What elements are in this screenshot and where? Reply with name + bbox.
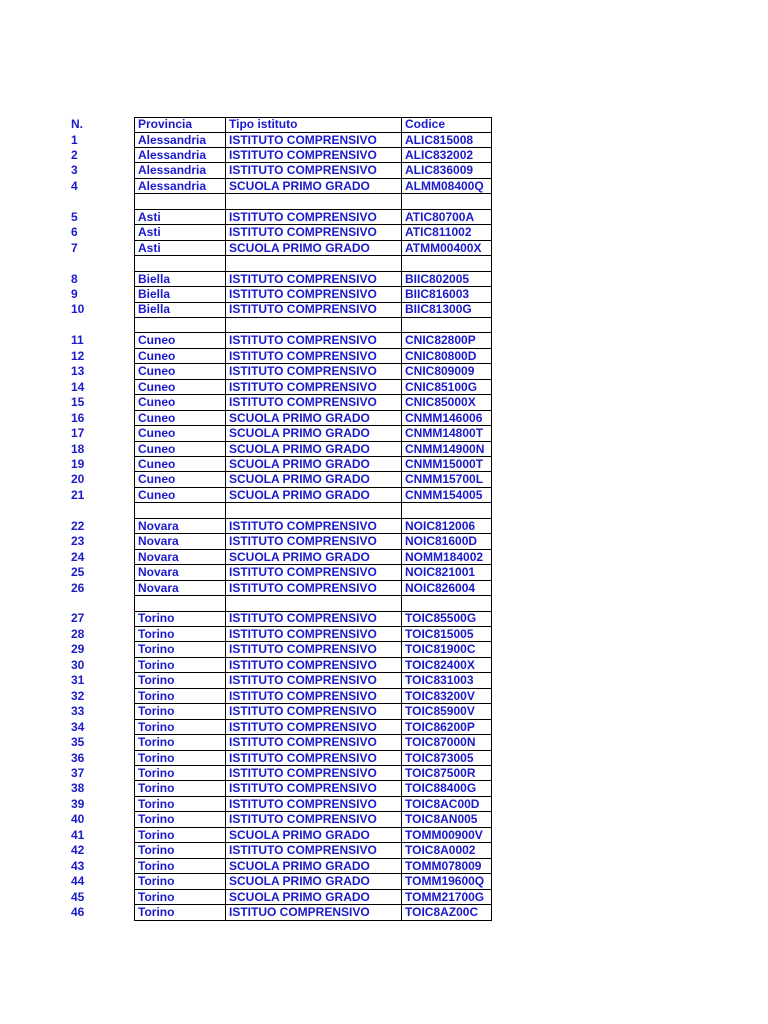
table-row [0,905,768,921]
cell-tipo-istituto [225,318,401,334]
cell-codice: CNMM154005 [401,488,492,504]
table-row [0,333,768,349]
cell-provincia: Alessandria [134,179,225,195]
row-number: 1 [71,132,78,147]
row-number: 36 [71,750,85,765]
cell-codice: BIIC802005 [401,272,492,288]
row-number: 3 [71,163,78,178]
cell-codice: TOIC82400X [401,658,492,674]
row-number: 13 [71,364,85,379]
cell-provincia [134,318,225,334]
cell-provincia: Cuneo [134,364,225,380]
cell-codice: CNMM15000T [401,457,492,473]
cell-codice: BIIC816003 [401,287,492,303]
cell-codice [401,503,492,519]
cell-codice [401,256,492,272]
cell-provincia: Torino [134,781,225,797]
row-number: 16 [71,410,85,425]
row-number: 2 [71,147,78,162]
table-spacer-row [0,503,768,519]
table-row [0,287,768,303]
cell-provincia: Torino [134,611,225,627]
cell-provincia: Alessandria [134,148,225,164]
row-number: 42 [71,843,85,858]
cell-provincia: Torino [134,720,225,736]
table-row [0,735,768,751]
row-number: 41 [71,827,85,842]
row-number [71,256,133,272]
row-number: 46 [71,905,85,919]
cell-provincia: Torino [134,689,225,705]
cell-codice: CNMM15700L [401,472,492,488]
row-number: 44 [71,874,85,889]
cell-provincia: Biella [134,272,225,288]
cell-codice: BIIC81300G [401,302,492,318]
cell-tipo-istituto: ISTITUTO COMPRENSIVO [225,627,401,643]
table-row [0,781,768,797]
cell-provincia: Torino [134,673,225,689]
cell-tipo-istituto [225,256,401,272]
cell-codice: NOIC812006 [401,519,492,535]
table-row [0,349,768,365]
cell-tipo-istituto: ISTITUTO COMPRENSIVO [225,302,401,318]
cell-codice: NOIC81600D [401,534,492,550]
cell-tipo-istituto: ISTITUTO COMPRENSIVO [225,163,401,179]
cell-codice: CNIC82800P [401,333,492,349]
table-row [0,673,768,689]
table-row [0,828,768,844]
table-row [0,581,768,597]
row-number: 10 [71,302,85,317]
row-number: 35 [71,735,85,750]
table-row [0,704,768,720]
table-row [0,534,768,550]
cell-codice: TOMM00900V [401,828,492,844]
table-row [0,689,768,705]
cell-codice: TOIC8AC00D [401,797,492,813]
table-row [0,627,768,643]
table-row [0,812,768,828]
cell-tipo-istituto: ISTITUTO COMPRENSIVO [225,519,401,535]
cell-provincia: Asti [134,241,225,257]
cell-tipo-istituto: ISTITUTO COMPRENSIVO [225,781,401,797]
cell-codice [401,194,492,210]
cell-tipo-istituto: SCUOLA PRIMO GRADO [225,442,401,458]
cell-tipo-istituto: ISTITUTO COMPRENSIVO [225,704,401,720]
cell-tipo-istituto: ISTITUTO COMPRENSIVO [225,843,401,859]
cell-codice: TOIC85900V [401,704,492,720]
cell-tipo-istituto: ISTITUTO COMPRENSIVO [225,658,401,674]
row-number: 4 [71,178,78,193]
table-spacer-row [0,256,768,272]
cell-provincia: Novara [134,565,225,581]
cell-tipo-istituto: ISTITUTO COMPRENSIVO [225,534,401,550]
cell-tipo-istituto: ISTITUTO COMPRENSIVO [225,797,401,813]
cell-codice: ALMM08400Q [401,179,492,195]
table-row [0,472,768,488]
table-row [0,751,768,767]
row-number: 7 [71,240,78,255]
table-row [0,426,768,442]
cell-codice: ALIC836009 [401,163,492,179]
row-number [71,194,133,210]
cell-tipo-istituto: ISTITUTO COMPRENSIVO [225,225,401,241]
cell-codice: TOIC87500R [401,766,492,782]
cell-codice: ALIC815008 [401,133,492,149]
table-row [0,550,768,566]
table-row [0,133,768,149]
cell-codice: CNMM14900N [401,442,492,458]
row-number: 5 [71,209,78,224]
cell-provincia: Torino [134,890,225,906]
cell-tipo-istituto: SCUOLA PRIMO GRADO [225,828,401,844]
row-number: 9 [71,287,78,301]
cell-provincia: Torino [134,874,225,890]
table-row [0,380,768,396]
row-number: 32 [71,688,85,703]
row-number: 8 [71,271,78,286]
header-codice: Codice [401,117,492,133]
cell-tipo-istituto: SCUOLA PRIMO GRADO [225,550,401,566]
row-number: 34 [71,719,85,734]
cell-provincia: Torino [134,797,225,813]
table-row [0,457,768,473]
table-row [0,565,768,581]
cell-codice: ATIC811002 [401,225,492,241]
cell-provincia: Torino [134,843,225,859]
cell-tipo-istituto: SCUOLA PRIMO GRADO [225,241,401,257]
cell-provincia: Cuneo [134,349,225,365]
table-row [0,611,768,627]
cell-codice: TOMM19600Q [401,874,492,890]
table-row [0,163,768,179]
cell-codice: NOIC826004 [401,581,492,597]
cell-provincia: Cuneo [134,380,225,396]
cell-tipo-istituto: ISTITUTO COMPRENSIVO [225,673,401,689]
cell-tipo-istituto: ISTITUTO COMPRENSIVO [225,611,401,627]
row-number: 27 [71,611,85,626]
table-spacer-row [0,318,768,334]
row-number: 31 [71,673,85,688]
cell-tipo-istituto: SCUOLA PRIMO GRADO [225,457,401,473]
row-number [71,318,133,334]
row-number: 43 [71,858,85,873]
cell-tipo-istituto: ISTITUTO COMPRENSIVO [225,395,401,411]
row-number: 6 [71,225,78,240]
cell-tipo-istituto: SCUOLA PRIMO GRADO [225,179,401,195]
cell-provincia: Torino [134,735,225,751]
cell-tipo-istituto [225,596,401,612]
cell-tipo-istituto: SCUOLA PRIMO GRADO [225,426,401,442]
header-num: N. [71,117,83,131]
cell-tipo-istituto: ISTITUTO COMPRENSIVO [225,642,401,658]
row-number: 26 [71,580,85,595]
cell-tipo-istituto: ISTITUTO COMPRENSIVO [225,287,401,303]
cell-tipo-istituto: SCUOLA PRIMO GRADO [225,488,401,504]
table-row [0,302,768,318]
cell-codice: TOIC831003 [401,673,492,689]
cell-provincia: Cuneo [134,442,225,458]
row-number: 12 [71,348,85,363]
table-header-row [0,117,768,133]
table-row [0,488,768,504]
row-number: 40 [71,812,85,827]
cell-provincia: Torino [134,766,225,782]
cell-provincia: Cuneo [134,472,225,488]
cell-codice: TOIC8AN005 [401,812,492,828]
table-row [0,859,768,875]
cell-provincia: Novara [134,550,225,566]
cell-codice: CNIC809009 [401,364,492,380]
cell-provincia: Cuneo [134,488,225,504]
cell-tipo-istituto: ISTITUTO COMPRENSIVO [225,689,401,705]
cell-provincia: Cuneo [134,411,225,427]
cell-tipo-istituto: ISTITUTO COMPRENSIVO [225,133,401,149]
cell-provincia [134,194,225,210]
table-row [0,442,768,458]
cell-codice: TOIC86200P [401,720,492,736]
cell-codice [401,596,492,612]
row-number: 38 [71,781,85,796]
row-number: 22 [71,518,85,533]
row-number: 21 [71,487,85,502]
row-number: 18 [71,441,85,456]
cell-codice: TOIC815005 [401,627,492,643]
row-number: 15 [71,395,85,410]
cell-provincia: Torino [134,627,225,643]
cell-provincia: Alessandria [134,133,225,149]
cell-provincia: Novara [134,581,225,597]
cell-codice: CNMM146006 [401,411,492,427]
cell-tipo-istituto [225,503,401,519]
cell-provincia: Novara [134,519,225,535]
table-row [0,395,768,411]
cell-provincia: Torino [134,704,225,720]
table-row [0,411,768,427]
cell-provincia: Cuneo [134,395,225,411]
cell-tipo-istituto: ISTITUTO COMPRENSIVO [225,751,401,767]
row-number: 39 [71,796,85,811]
cell-codice: CNIC80800D [401,349,492,365]
cell-tipo-istituto: SCUOLA PRIMO GRADO [225,472,401,488]
row-number: 19 [71,456,85,471]
cell-tipo-istituto: ISTITUTO COMPRENSIVO [225,333,401,349]
cell-codice [401,318,492,334]
cell-provincia: Biella [134,287,225,303]
row-number: 28 [71,626,85,641]
header-provincia: Provincia [134,117,225,133]
cell-tipo-istituto [225,194,401,210]
table-row [0,179,768,195]
cell-codice: NOMM184002 [401,550,492,566]
cell-tipo-istituto: ISTITUTO COMPRENSIVO [225,272,401,288]
row-number: 11 [71,333,84,348]
table-row [0,720,768,736]
table-row [0,364,768,380]
cell-tipo-istituto: ISTITUTO COMPRENSIVO [225,364,401,380]
table-spacer-row [0,596,768,612]
cell-provincia: Torino [134,658,225,674]
cell-codice: TOIC88400G [401,781,492,797]
cell-codice: ATIC80700A [401,210,492,226]
cell-provincia: Torino [134,859,225,875]
table-row [0,225,768,241]
cell-provincia: Cuneo [134,457,225,473]
cell-tipo-istituto: SCUOLA PRIMO GRADO [225,890,401,906]
row-number: 37 [71,765,85,780]
cell-provincia [134,256,225,272]
cell-codice: TOMM21700G [401,890,492,906]
cell-codice: CNIC85000X [401,395,492,411]
cell-provincia: Asti [134,225,225,241]
cell-provincia: Novara [134,534,225,550]
cell-provincia: Torino [134,812,225,828]
cell-codice: TOIC8A0002 [401,843,492,859]
header-tipo-istituto: Tipo istituto [225,117,401,133]
table-row [0,642,768,658]
cell-codice: CNMM14800T [401,426,492,442]
cell-codice: TOIC8AZ00C [401,905,492,921]
cell-codice: TOMM078009 [401,859,492,875]
cell-tipo-istituto: SCUOLA PRIMO GRADO [225,859,401,875]
table-row [0,241,768,257]
cell-provincia: Torino [134,905,225,921]
row-number: 17 [71,426,85,441]
table-row [0,658,768,674]
cell-tipo-istituto: SCUOLA PRIMO GRADO [225,411,401,427]
row-number: 45 [71,889,85,904]
row-number: 20 [71,472,85,487]
cell-tipo-istituto: ISTITUTO COMPRENSIVO [225,766,401,782]
cell-provincia: Biella [134,302,225,318]
cell-codice: ATMM00400X [401,241,492,257]
table-row [0,797,768,813]
cell-provincia: Cuneo [134,333,225,349]
cell-tipo-istituto: ISTITUTO COMPRENSIVO [225,210,401,226]
cell-codice: TOIC87000N [401,735,492,751]
row-number: 30 [71,657,85,672]
table-row [0,890,768,906]
table-row [0,843,768,859]
cell-provincia: Torino [134,751,225,767]
row-number: 23 [71,534,85,549]
table-row [0,210,768,226]
cell-codice: TOIC873005 [401,751,492,767]
row-number: 14 [71,379,85,394]
row-number [71,503,133,519]
cell-provincia: Torino [134,828,225,844]
cell-tipo-istituto: ISTITUO COMPRENSIVO [225,905,401,921]
cell-codice: ALIC832002 [401,148,492,164]
cell-tipo-istituto: ISTITUTO COMPRENSIVO [225,565,401,581]
cell-provincia [134,503,225,519]
cell-tipo-istituto: ISTITUTO COMPRENSIVO [225,581,401,597]
cell-provincia: Alessandria [134,163,225,179]
cell-tipo-istituto: ISTITUTO COMPRENSIVO [225,380,401,396]
table-row [0,148,768,164]
cell-tipo-istituto: ISTITUTO COMPRENSIVO [225,812,401,828]
table-row [0,272,768,288]
cell-provincia: Torino [134,642,225,658]
cell-tipo-istituto: ISTITUTO COMPRENSIVO [225,349,401,365]
row-number: 25 [71,565,85,580]
cell-codice: NOIC821001 [401,565,492,581]
cell-provincia: Asti [134,210,225,226]
cell-tipo-istituto: SCUOLA PRIMO GRADO [225,874,401,890]
row-number [71,596,133,612]
cell-tipo-istituto: ISTITUTO COMPRENSIVO [225,735,401,751]
cell-provincia [134,596,225,612]
cell-tipo-istituto: ISTITUTO COMPRENSIVO [225,148,401,164]
table-row [0,766,768,782]
cell-codice: CNIC85100G [401,380,492,396]
table-row [0,874,768,890]
cell-provincia: Cuneo [134,426,225,442]
cell-codice: TOIC83200V [401,689,492,705]
cell-tipo-istituto: ISTITUTO COMPRENSIVO [225,720,401,736]
table-row [0,519,768,535]
table-spacer-row [0,194,768,210]
cell-codice: TOIC85500G [401,611,492,627]
row-number: 33 [71,704,85,719]
row-number: 29 [71,642,85,657]
cell-codice: TOIC81900C [401,642,492,658]
row-number: 24 [71,549,85,564]
